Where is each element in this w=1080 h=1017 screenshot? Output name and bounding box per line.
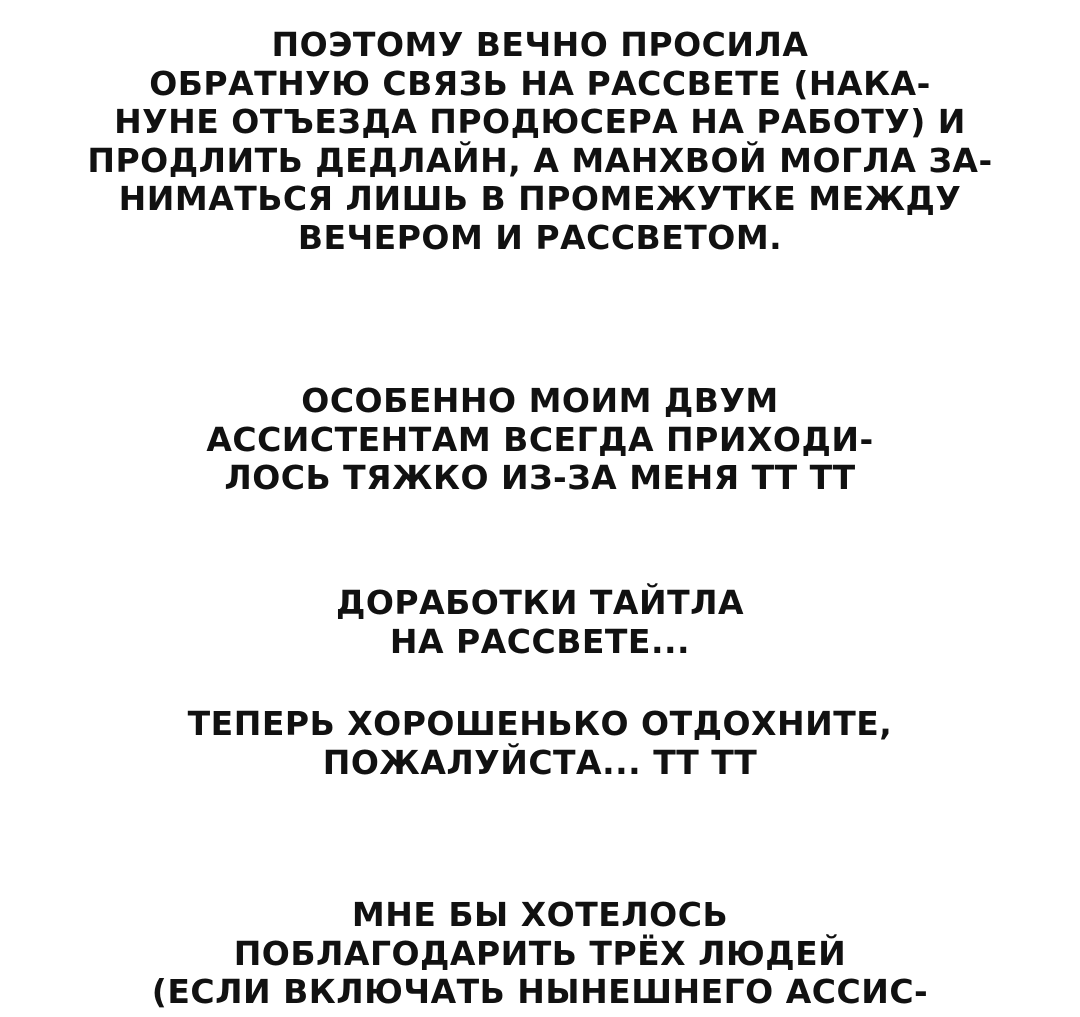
text-line: АССИСТЕНТАМ ВСЕГДА ПРИХОДИ- bbox=[206, 419, 874, 459]
text-line: ПОБЛАГОДАРИТЬ ТРЁХ ЛЮДЕЙ bbox=[233, 933, 847, 973]
text-line: ОСОБЕННО МОИМ ДВУМ bbox=[301, 381, 779, 420]
text-line: ПРОДЛИТЬ ДЕДЛАЙН, А МАНХВОЙ МОГЛА ЗА- bbox=[87, 140, 993, 180]
text-block-revisions bbox=[0, 584, 1080, 661]
text-line: ОБРАТНУЮ СВЯЗЬ НА РАССВЕТЕ (НАКА- bbox=[149, 63, 931, 103]
text-line: ВЕЧЕРОМ И РАССВЕТОМ. bbox=[297, 217, 783, 257]
text-block-thanks bbox=[0, 896, 1080, 1012]
text-line: МНЕ БЫ ХОТЕЛОСЬ bbox=[351, 895, 729, 934]
text-line: (ЕСЛИ ВКЛЮЧАТЬ НЫНЕШНЕГО АССИС- bbox=[151, 972, 929, 1011]
text-line: НУНЕ ОТЪЕЗДА ПРОДЮСЕРА НА РАБОТУ) И bbox=[114, 102, 966, 141]
text-block-deadline bbox=[0, 26, 1080, 257]
text-block-rest bbox=[0, 705, 1080, 782]
text-block-assistants bbox=[0, 382, 1080, 498]
text-line: ДОРАБОТКИ ТАЙТЛА bbox=[335, 583, 745, 622]
text-line: ЛОСЬ ТЯЖКО ИЗ-ЗА МЕНЯ ТТ ТТ bbox=[224, 458, 856, 497]
text-line: НА РАССВЕТЕ... bbox=[389, 621, 691, 661]
text-line: ТЕПЕРЬ ХОРОШЕНЬКО ОТДОХНИТЕ, bbox=[187, 704, 893, 743]
text-line: ПОЭТОМУ ВЕЧНО ПРОСИЛА bbox=[271, 25, 809, 64]
text-line: НИМАТЬСЯ ЛИШЬ В ПРОМЕЖУТКЕ МЕЖДУ bbox=[118, 179, 962, 218]
text-line: ПОЖАЛУЙСТА... ТТ ТТ bbox=[322, 742, 758, 782]
